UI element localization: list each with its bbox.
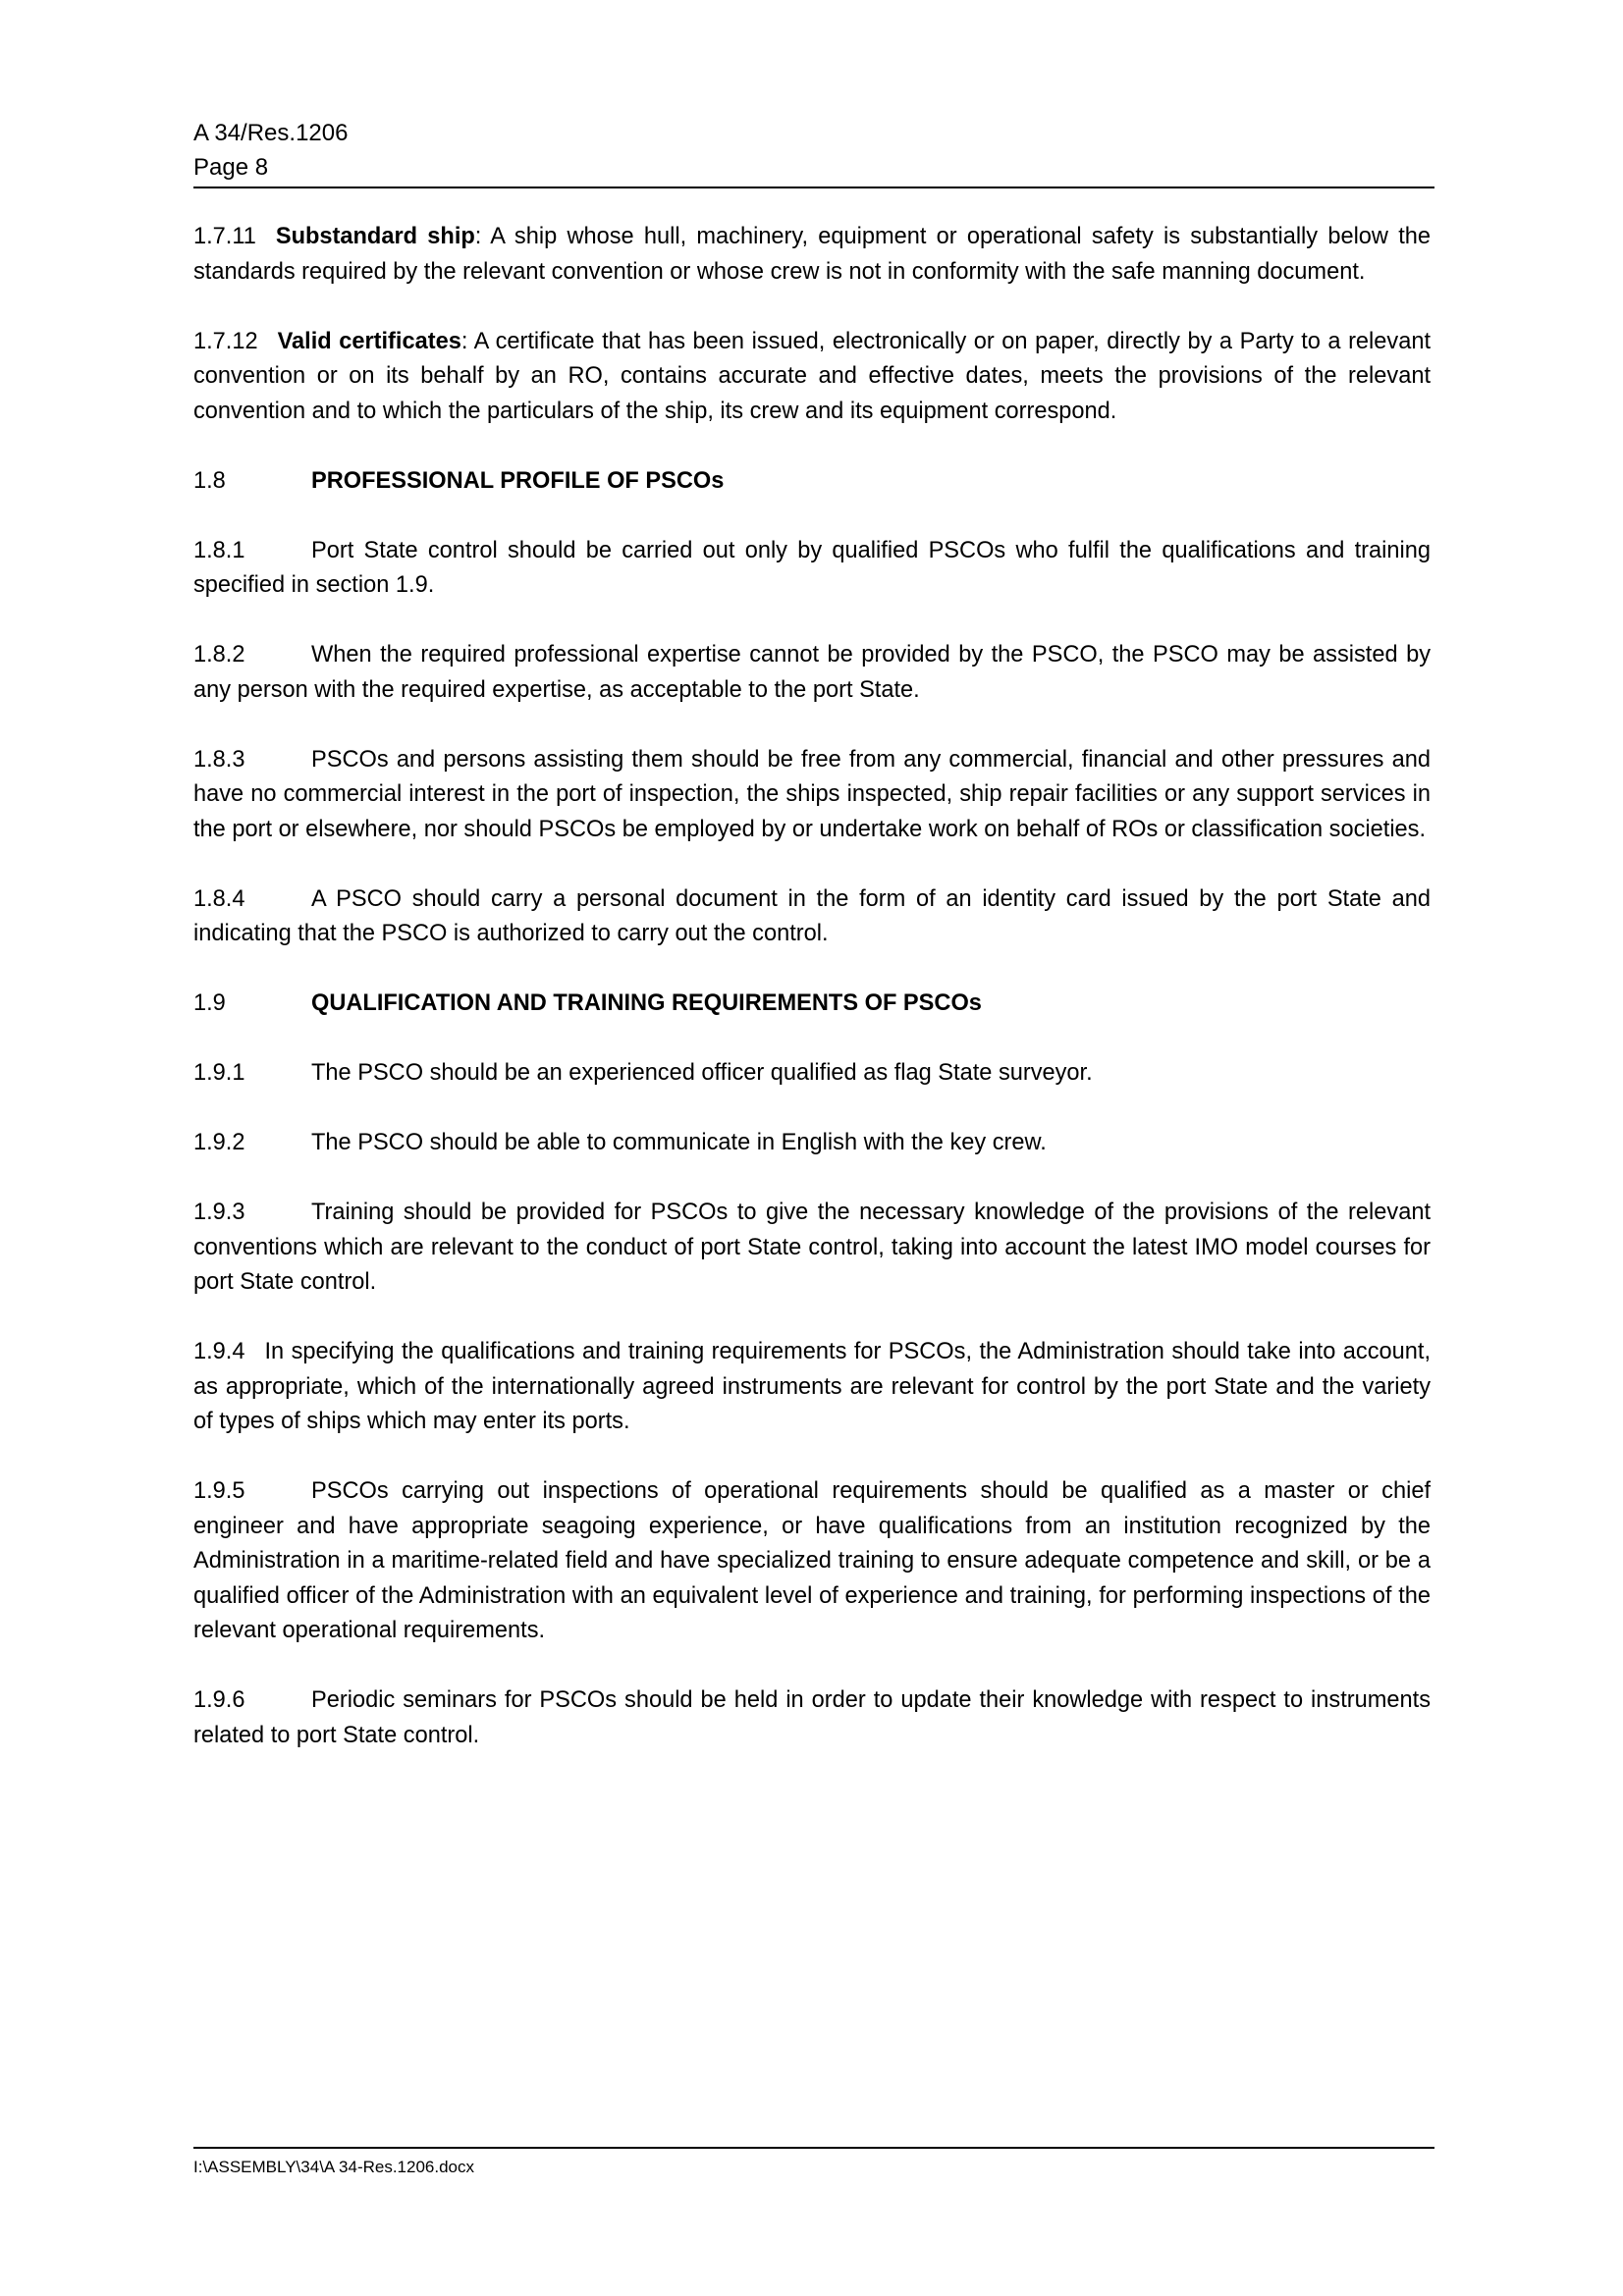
page-header (193, 116, 1434, 185)
paragraph-text: The PSCO should be an experienced officer qualified as flag State surveyor. (311, 1060, 1093, 1086)
section-number: 1.9 (193, 990, 226, 1016)
paragraph-1-8-2 (193, 638, 1431, 708)
paragraph-number: 1.9.4 (193, 1339, 245, 1364)
paragraph-1-8-1 (193, 534, 1431, 604)
paragraph-text: PSCOs carrying out inspections of operational requirements should be qualified as a master or chief engineer and have appropriate seagoing experience, or have qualifications from an institution recognized by the Administration in a maritime-related field and have specialized training to ensure adequate competence and skill, or be a qualified officer of the Administration with an equivalent level of experience and training, for performing inspections of the relevant operational requirements. (193, 1478, 1431, 1643)
paragraph-1-9-2 (193, 1126, 1431, 1161)
page-number: Page 8 (193, 154, 269, 181)
paragraph-1-8-4 (193, 882, 1431, 952)
paragraph-1-7-11 (193, 220, 1431, 290)
paragraph-text: : A ship whose hull, machinery, equipment or operational safety is substantially below the standards required by the relevant convention or whose crew is not in conformity with the safe manning document. (193, 224, 1431, 285)
footer-divider (193, 2147, 1434, 2149)
section-heading-1-9 (193, 987, 1431, 1022)
paragraph-number: 1.8.2 (193, 642, 245, 667)
paragraph-number: 1.9.2 (193, 1130, 245, 1155)
section-number: 1.8 (193, 467, 226, 494)
paragraph-number: 1.8.3 (193, 746, 245, 773)
paragraph-text: Training should be provided for PSCOs to give the necessary knowledge of the provisions of the relevant conventions which are relevant to the conduct of port State control, taking into account the latest IMO model courses for port State control. (193, 1200, 1431, 1295)
paragraph-text: The PSCO should be able to communicate in English with the key crew. (311, 1130, 1047, 1155)
paragraph-text: In specifying the qualifications and training requirements for PSCOs, the Administration should take into account, as appropriate, which of the internationally agreed instruments are relevant for control by the port State and the variety of types of ships which may enter its ports. (193, 1339, 1431, 1434)
footer-file-path: I:\ASSEMBLY\34\A 34-Res.1206.docx (193, 2158, 475, 2176)
paragraph-number: 1.8.4 (193, 885, 245, 912)
paragraph-number: 1.9.1 (193, 1060, 245, 1086)
paragraph-number: 1.9.5 (193, 1478, 245, 1504)
paragraph-text: Periodic seminars for PSCOs should be held in order to update their knowledge with respect to instruments related to port State control. (193, 1687, 1431, 1748)
paragraph-1-7-12 (193, 325, 1431, 430)
document-symbol: A 34/Res.1206 (193, 120, 349, 146)
paragraph-1-9-4 (193, 1335, 1431, 1440)
paragraph-1-9-6 (193, 1683, 1431, 1753)
paragraph-number: 1.9.6 (193, 1687, 245, 1713)
section-title: PROFESSIONAL PROFILE OF PSCOs (311, 467, 725, 494)
header-divider (193, 187, 1434, 188)
paragraph-number: 1.9.3 (193, 1200, 245, 1225)
section-heading-1-8 (193, 464, 1431, 500)
section-title: QUALIFICATION AND TRAINING REQUIREMENTS OF PSCOs (311, 990, 982, 1016)
paragraph-text: : A certificate that has been issued, electronically or on paper, directly by a Party to a relevant convention or on its behalf by an RO, contains accurate and effective dates, meets the provisions of the relevant convention and to which the particulars of the ship, its crew and its equipment correspond. (193, 328, 1432, 424)
paragraph-number: 1.7.12 (193, 328, 258, 354)
paragraph-text: PSCOs and persons assisting them should be free from any commercial, financial and other pressures and have no commercial interest in the port of inspection, the ships inspected, ship repair facilities or any support services in the port or elsewhere, nor should PSCOs be employed by or undertake work on behalf of ROs or classification societies. (193, 746, 1431, 842)
defined-term: Valid certificates (277, 328, 461, 354)
defined-term: Substandard ship (275, 224, 475, 249)
paragraph-text: A PSCO should carry a personal document in the form of an identity card issued by the port State and indicating that the PSCO is authorized to carry out the control. (193, 885, 1431, 946)
paragraph-text: When the required professional expertise cannot be provided by the PSCO, the PSCO may be assisted by any person with the required expertise, as acceptable to the port State. (193, 642, 1431, 703)
paragraph-1-9-1 (193, 1056, 1431, 1092)
paragraph-number: 1.7.11 (193, 224, 256, 249)
paragraph-1-8-3 (193, 743, 1431, 848)
paragraph-1-9-3 (193, 1196, 1431, 1301)
paragraph-number: 1.8.1 (193, 537, 245, 563)
paragraph-text: Port State control should be carried out only by qualified PSCOs who fulfil the qualifications and training specified in section 1.9. (193, 537, 1431, 598)
document-body (193, 220, 1431, 1789)
paragraph-1-9-5 (193, 1474, 1431, 1649)
